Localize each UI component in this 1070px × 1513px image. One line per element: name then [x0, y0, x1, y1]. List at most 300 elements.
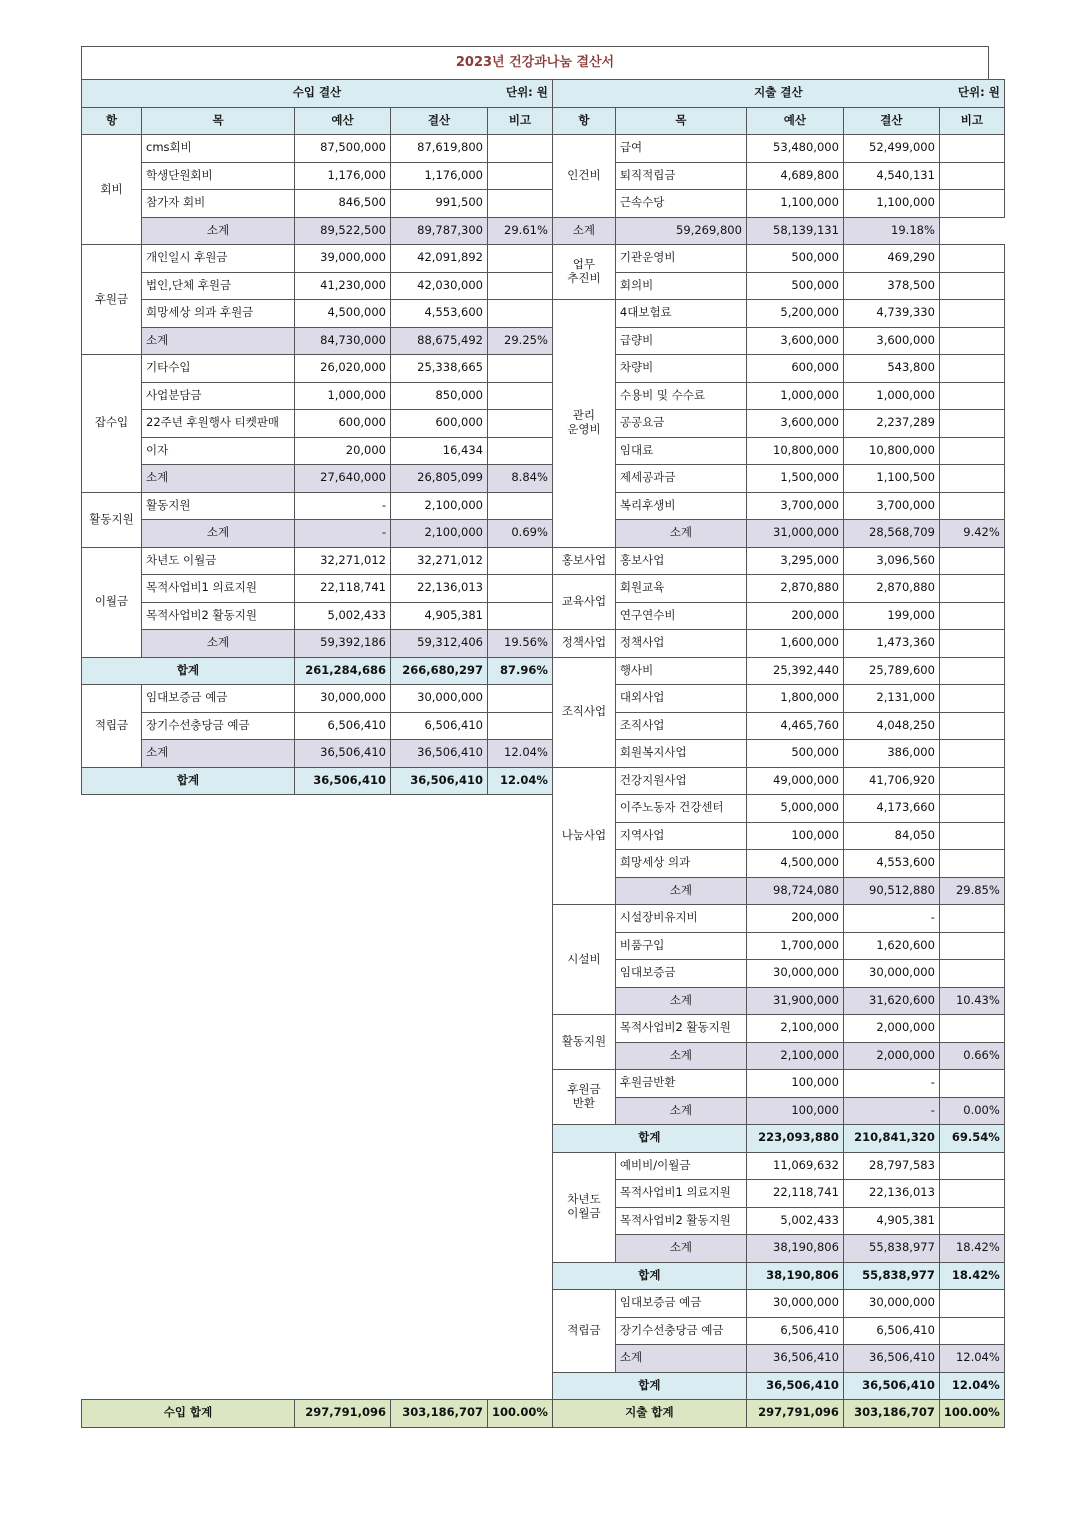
expense-subtotal-actual: 36,506,410 — [843, 1345, 939, 1373]
expense-subtotal-actual: - — [843, 1097, 939, 1125]
expense-section-header — [552, 80, 1004, 108]
expense-budget: 3,600,000 — [746, 327, 843, 355]
income-budget: 5,002,433 — [295, 602, 391, 630]
income-item-name: cms회비 — [142, 135, 295, 163]
expense-actual: 4,540,131 — [843, 162, 939, 190]
expense-item-name: 기관운영비 — [615, 245, 746, 273]
income-note — [488, 355, 553, 383]
expense-budget: 3,295,000 — [746, 547, 843, 575]
income-item-name: 목적사업비1 의료지원 — [142, 575, 295, 603]
expense-item-name: 회의비 — [615, 272, 746, 300]
income-subtotal-label: 소계 — [142, 217, 295, 245]
income-note — [488, 135, 553, 163]
expense-subtotal-note: 9.42% — [939, 520, 1004, 548]
expense-budget: 1,700,000 — [746, 932, 843, 960]
expense-grand-note: 100.00% — [939, 1400, 1004, 1428]
expense-item-name: 대외사업 — [615, 685, 746, 713]
expense-note — [939, 712, 1004, 740]
expense-budget: 4,689,800 — [746, 162, 843, 190]
expense-actual: - — [843, 1070, 939, 1098]
income-subtotal-label: 소계 — [142, 740, 295, 768]
expense-note — [939, 960, 1004, 988]
income-item-name: 기타수입 — [142, 355, 295, 383]
income-grand-note: 100.00% — [488, 1400, 553, 1428]
expense-item-name: 행사비 — [615, 657, 746, 685]
expense-budget: 30,000,000 — [746, 960, 843, 988]
expense-note — [939, 272, 1004, 300]
expense-note — [939, 795, 1004, 823]
expense-total-label: 합계 — [552, 1125, 746, 1153]
expense-actual: 52,499,000 — [843, 135, 939, 163]
income-note — [488, 602, 553, 630]
expense-note — [939, 575, 1004, 603]
expense-note — [939, 740, 1004, 768]
expense-item-name: 홍보사업 — [615, 547, 746, 575]
expense-actual: 3,600,000 — [843, 327, 939, 355]
expense-actual: - — [843, 905, 939, 933]
expense-budget: 1,500,000 — [746, 465, 843, 493]
expense-subtotal-label: 소계 — [615, 877, 746, 905]
expense-actual: 4,739,330 — [843, 300, 939, 328]
income-subtotal-note: 29.25% — [488, 327, 553, 355]
expense-item-name: 연구연수비 — [615, 602, 746, 630]
income-subtotal-actual: 88,675,492 — [391, 327, 488, 355]
income-item-name: 개인일시 후원금 — [142, 245, 295, 273]
expense-note — [939, 1180, 1004, 1208]
income-grand-label: 수입 합계 — [82, 1400, 295, 1428]
income-subtotal-note: 8.84% — [488, 465, 553, 493]
expense-actual: 28,797,583 — [843, 1152, 939, 1180]
expense-item-name: 희망세상 의과 — [615, 850, 746, 878]
expense-subtotal-budget: 2,100,000 — [746, 1042, 843, 1070]
expense-subtotal-note: 0.00% — [939, 1097, 1004, 1125]
expense-subtotal-budget: 98,724,080 — [746, 877, 843, 905]
expense-actual: 3,700,000 — [843, 492, 939, 520]
expense-subtotal-note: 18.42% — [939, 1235, 1004, 1263]
income-budget: 20,000 — [295, 437, 391, 465]
income-hang-label: 적립금 — [82, 685, 142, 768]
expense-item-name: 장기수선충당금 예금 — [615, 1317, 746, 1345]
expense-total-note: 12.04% — [939, 1372, 1004, 1400]
income-actual: 30,000,000 — [391, 685, 488, 713]
expense-actual: 2,870,880 — [843, 575, 939, 603]
expense-actual: 4,173,660 — [843, 795, 939, 823]
income-budget: 39,000,000 — [295, 245, 391, 273]
income-note — [488, 382, 553, 410]
income-note — [488, 685, 553, 713]
income-total-label: 합계 — [82, 767, 295, 795]
expense-actual: 84,050 — [843, 822, 939, 850]
expense-hang-label: 업무 추진비 — [552, 245, 615, 300]
expense-item-name: 급량비 — [615, 327, 746, 355]
expense-note — [939, 630, 1004, 658]
expense-budget: 500,000 — [746, 272, 843, 300]
income-subtotal-note: 19.56% — [488, 630, 553, 658]
expense-budget: 500,000 — [746, 245, 843, 273]
expense-item-name: 급여 — [615, 135, 746, 163]
expense-grand-budget: 297,791,096 — [746, 1400, 843, 1428]
income-budget: 1,176,000 — [295, 162, 391, 190]
expense-note — [939, 190, 1004, 218]
income-actual: 22,136,013 — [391, 575, 488, 603]
expense-grand-label: 지출 합계 — [552, 1400, 746, 1428]
expense-hang-label: 차년도 이월금 — [552, 1152, 615, 1262]
income-actual: 4,905,381 — [391, 602, 488, 630]
expense-item-name: 회원교육 — [615, 575, 746, 603]
section-title: 지출 결산 — [754, 85, 803, 100]
expense-item-name: 후원금반환 — [615, 1070, 746, 1098]
expense-budget: 6,506,410 — [746, 1317, 843, 1345]
settlement-table — [81, 79, 1005, 1428]
income-item-name: 차년도 이월금 — [142, 547, 295, 575]
income-note — [488, 410, 553, 438]
income-item-name: 희망세상 의과 후원금 — [142, 300, 295, 328]
income-actual: 87,619,800 — [391, 135, 488, 163]
income-subtotal-actual: 26,805,099 — [391, 465, 488, 493]
income-budget: 41,230,000 — [295, 272, 391, 300]
expense-hang-label: 후원금 반환 — [552, 1070, 615, 1125]
expense-actual: 4,048,250 — [843, 712, 939, 740]
expense-total-note: 69.54% — [939, 1125, 1004, 1153]
income-actual: 991,500 — [391, 190, 488, 218]
expense-hang-label: 활동지원 — [552, 1015, 615, 1070]
document-title: 2023년 건강과나눔 결산서 — [81, 46, 989, 79]
expense-total-note: 18.42% — [939, 1262, 1004, 1290]
expense-item-name: 임대료 — [615, 437, 746, 465]
expense-item-name: 목적사업비2 활동지원 — [615, 1015, 746, 1043]
income-budget: - — [295, 492, 391, 520]
income-subtotal-note: 29.61% — [488, 217, 553, 245]
unit-label: 단위: 원 — [957, 85, 1000, 100]
expense-grand-actual: 303,186,707 — [843, 1400, 939, 1428]
expense-item-name: 복리후생비 — [615, 492, 746, 520]
income-grand-budget: 297,791,096 — [295, 1400, 391, 1428]
expense-item-name: 수용비 및 수수료 — [615, 382, 746, 410]
expense-note — [939, 905, 1004, 933]
expense-budget: 49,000,000 — [746, 767, 843, 795]
expense-note — [939, 382, 1004, 410]
expense-item-name: 목적사업비2 활동지원 — [615, 1207, 746, 1235]
expense-budget: 3,700,000 — [746, 492, 843, 520]
column-header-note: 비고 — [488, 107, 553, 135]
income-subtotal-budget: 89,522,500 — [295, 217, 391, 245]
expense-actual: 3,096,560 — [843, 547, 939, 575]
expense-actual: 2,237,289 — [843, 410, 939, 438]
income-note — [488, 437, 553, 465]
expense-subtotal-actual: 31,620,600 — [843, 987, 939, 1015]
expense-subtotal-label: 소계 — [552, 217, 615, 245]
column-header-mok: 목 — [142, 107, 295, 135]
expense-note — [939, 932, 1004, 960]
expense-actual: 10,800,000 — [843, 437, 939, 465]
expense-subtotal-budget: 38,190,806 — [746, 1235, 843, 1263]
income-budget: 6,506,410 — [295, 712, 391, 740]
income-subtotal-budget: 36,506,410 — [295, 740, 391, 768]
income-actual: 6,506,410 — [391, 712, 488, 740]
expense-budget: 11,069,632 — [746, 1152, 843, 1180]
expense-subtotal-actual: 55,838,977 — [843, 1235, 939, 1263]
expense-hang-label: 관리 운영비 — [552, 300, 615, 548]
expense-hang-label: 적립금 — [552, 1290, 615, 1373]
income-budget: 87,500,000 — [295, 135, 391, 163]
expense-subtotal-budget: 100,000 — [746, 1097, 843, 1125]
income-subtotal-budget: 59,392,186 — [295, 630, 391, 658]
income-actual: 850,000 — [391, 382, 488, 410]
expense-budget: 600,000 — [746, 355, 843, 383]
expense-actual: 1,100,000 — [843, 190, 939, 218]
income-note — [488, 492, 553, 520]
expense-item-name: 4대보험료 — [615, 300, 746, 328]
income-item-name: 임대보증금 예금 — [142, 685, 295, 713]
expense-hang-label: 홍보사업 — [552, 547, 615, 575]
expense-actual: 1,100,500 — [843, 465, 939, 493]
income-note — [488, 190, 553, 218]
expense-note — [939, 822, 1004, 850]
expense-note — [939, 1207, 1004, 1235]
income-item-name: 사업분담금 — [142, 382, 295, 410]
expense-hang-label: 정책사업 — [552, 630, 615, 658]
income-note — [488, 575, 553, 603]
income-actual: 32,271,012 — [391, 547, 488, 575]
expense-hang-label: 나눔사업 — [552, 767, 615, 905]
expense-subtotal-budget: 31,900,000 — [746, 987, 843, 1015]
expense-note — [939, 162, 1004, 190]
expense-subtotal-note: 10.43% — [939, 987, 1004, 1015]
expense-budget: 2,100,000 — [746, 1015, 843, 1043]
expense-note — [939, 657, 1004, 685]
expense-subtotal-label: 소계 — [615, 1097, 746, 1125]
income-subtotal-budget: - — [295, 520, 391, 548]
expense-subtotal-budget: 59,269,800 — [615, 217, 746, 245]
expense-item-name: 예비비/이월금 — [615, 1152, 746, 1180]
expense-total-budget: 36,506,410 — [746, 1372, 843, 1400]
income-note — [488, 300, 553, 328]
income-subtotal-actual: 36,506,410 — [391, 740, 488, 768]
income-item-name: 이자 — [142, 437, 295, 465]
expense-budget: 1,600,000 — [746, 630, 843, 658]
expense-actual: 2,000,000 — [843, 1015, 939, 1043]
income-total-note: 12.04% — [488, 767, 553, 795]
expense-item-name: 퇴직적립금 — [615, 162, 746, 190]
expense-budget: 100,000 — [746, 1070, 843, 1098]
expense-hang-label: 조직사업 — [552, 657, 615, 767]
income-budget: 32,271,012 — [295, 547, 391, 575]
expense-budget: 30,000,000 — [746, 1290, 843, 1318]
expense-note — [939, 327, 1004, 355]
income-subtotal-actual: 2,100,000 — [391, 520, 488, 548]
expense-item-name: 건강지원사업 — [615, 767, 746, 795]
expense-subtotal-budget: 31,000,000 — [746, 520, 843, 548]
income-actual: 42,091,892 — [391, 245, 488, 273]
expense-total-budget: 223,093,880 — [746, 1125, 843, 1153]
expense-actual: 41,706,920 — [843, 767, 939, 795]
column-header-actual: 결산 — [391, 107, 488, 135]
income-note — [488, 272, 553, 300]
income-budget: 1,000,000 — [295, 382, 391, 410]
expense-note — [939, 135, 1004, 163]
expense-note — [939, 685, 1004, 713]
income-section-header — [82, 80, 553, 108]
expense-subtotal-label: 소계 — [615, 1345, 746, 1373]
expense-actual: 1,473,360 — [843, 630, 939, 658]
income-total-label: 합계 — [82, 657, 295, 685]
income-note — [488, 245, 553, 273]
expense-item-name: 비품구입 — [615, 932, 746, 960]
expense-budget: 5,000,000 — [746, 795, 843, 823]
expense-budget: 1,000,000 — [746, 382, 843, 410]
expense-budget: 200,000 — [746, 602, 843, 630]
expense-actual: 386,000 — [843, 740, 939, 768]
expense-item-name: 지역사업 — [615, 822, 746, 850]
unit-label: 단위: 원 — [505, 85, 548, 100]
expense-note — [939, 492, 1004, 520]
expense-note — [939, 1070, 1004, 1098]
column-header-mok: 목 — [615, 107, 746, 135]
expense-item-name: 임대보증금 — [615, 960, 746, 988]
expense-item-name: 임대보증금 예금 — [615, 1290, 746, 1318]
expense-subtotal-actual: 58,139,131 — [746, 217, 843, 245]
expense-note — [939, 547, 1004, 575]
expense-subtotal-note: 19.18% — [843, 217, 939, 245]
expense-subtotal-note: 0.66% — [939, 1042, 1004, 1070]
income-subtotal-actual: 59,312,406 — [391, 630, 488, 658]
expense-budget: 2,870,880 — [746, 575, 843, 603]
expense-item-name: 시설장비유지비 — [615, 905, 746, 933]
expense-subtotal-label: 소계 — [615, 1235, 746, 1263]
income-hang-label: 활동지원 — [82, 492, 142, 547]
income-item-name: 목적사업비2 활동지원 — [142, 602, 295, 630]
expense-note — [939, 410, 1004, 438]
column-header-hang: 항 — [552, 107, 615, 135]
income-total-budget: 261,284,686 — [295, 657, 391, 685]
expense-subtotal-actual: 28,568,709 — [843, 520, 939, 548]
income-subtotal-note: 12.04% — [488, 740, 553, 768]
income-total-actual: 36,506,410 — [391, 767, 488, 795]
income-item-name: 22주년 후원행사 티켓판매 — [142, 410, 295, 438]
income-item-name: 학생단원회비 — [142, 162, 295, 190]
income-budget: 846,500 — [295, 190, 391, 218]
expense-note — [939, 767, 1004, 795]
income-subtotal-budget: 27,640,000 — [295, 465, 391, 493]
expense-actual: 30,000,000 — [843, 960, 939, 988]
expense-actual: 378,500 — [843, 272, 939, 300]
expense-budget: 1,800,000 — [746, 685, 843, 713]
expense-subtotal-budget: 36,506,410 — [746, 1345, 843, 1373]
income-actual: 2,100,000 — [391, 492, 488, 520]
expense-note — [939, 355, 1004, 383]
expense-note — [939, 300, 1004, 328]
section-title: 수입 결산 — [292, 85, 342, 100]
expense-actual: 22,136,013 — [843, 1180, 939, 1208]
expense-note — [939, 1015, 1004, 1043]
expense-budget: 10,800,000 — [746, 437, 843, 465]
expense-actual: 199,000 — [843, 602, 939, 630]
income-total-note: 87.96% — [488, 657, 553, 685]
income-actual: 600,000 — [391, 410, 488, 438]
expense-actual: 2,131,000 — [843, 685, 939, 713]
income-subtotal-budget: 84,730,000 — [295, 327, 391, 355]
expense-hang-label: 시설비 — [552, 905, 615, 1015]
column-header-budget: 예산 — [746, 107, 843, 135]
income-subtotal-label: 소계 — [142, 630, 295, 658]
income-actual: 42,030,000 — [391, 272, 488, 300]
expense-subtotal-label: 소계 — [615, 520, 746, 548]
income-hang-label: 회비 — [82, 135, 142, 245]
expense-total-budget: 38,190,806 — [746, 1262, 843, 1290]
expense-item-name: 회원복지사업 — [615, 740, 746, 768]
income-item-name: 참가자 회비 — [142, 190, 295, 218]
expense-subtotal-note: 12.04% — [939, 1345, 1004, 1373]
expense-note — [939, 1317, 1004, 1345]
income-actual: 1,176,000 — [391, 162, 488, 190]
income-hang-label: 잡수입 — [82, 355, 142, 493]
expense-actual: 469,290 — [843, 245, 939, 273]
income-note — [488, 547, 553, 575]
income-total-actual: 266,680,297 — [391, 657, 488, 685]
income-item-name: 장기수선충당금 예금 — [142, 712, 295, 740]
expense-note — [939, 602, 1004, 630]
expense-budget: 5,002,433 — [746, 1207, 843, 1235]
expense-budget: 22,118,741 — [746, 1180, 843, 1208]
expense-note — [939, 437, 1004, 465]
expense-item-name: 공공요금 — [615, 410, 746, 438]
income-subtotal-label: 소계 — [142, 327, 295, 355]
income-subtotal-label: 소계 — [142, 520, 295, 548]
expense-item-name: 차량비 — [615, 355, 746, 383]
expense-item-name: 근속수당 — [615, 190, 746, 218]
expense-hang-label: 인건비 — [552, 135, 615, 218]
expense-budget: 200,000 — [746, 905, 843, 933]
income-item-name: 법인,단체 후원금 — [142, 272, 295, 300]
expense-subtotal-label: 소계 — [615, 1042, 746, 1070]
expense-subtotal-actual: 90,512,880 — [843, 877, 939, 905]
income-actual: 4,553,600 — [391, 300, 488, 328]
expense-total-label: 합계 — [552, 1372, 746, 1400]
income-hang-label: 이월금 — [82, 547, 142, 657]
expense-actual: 4,553,600 — [843, 850, 939, 878]
expense-actual: 1,000,000 — [843, 382, 939, 410]
expense-actual: 30,000,000 — [843, 1290, 939, 1318]
expense-subtotal-label: 소계 — [615, 987, 746, 1015]
empty-area — [82, 795, 553, 1400]
income-subtotal-note: 0.69% — [488, 520, 553, 548]
expense-subtotal-note: 29.85% — [939, 877, 1004, 905]
expense-budget: 5,200,000 — [746, 300, 843, 328]
expense-note — [939, 850, 1004, 878]
expense-actual: 25,789,600 — [843, 657, 939, 685]
income-budget: 26,020,000 — [295, 355, 391, 383]
income-note — [488, 712, 553, 740]
column-header-actual: 결산 — [843, 107, 939, 135]
income-total-budget: 36,506,410 — [295, 767, 391, 795]
income-actual: 16,434 — [391, 437, 488, 465]
expense-budget: 4,465,760 — [746, 712, 843, 740]
expense-item-name: 목적사업비1 의료지원 — [615, 1180, 746, 1208]
income-subtotal-label: 소계 — [142, 465, 295, 493]
income-budget: 600,000 — [295, 410, 391, 438]
column-header-budget: 예산 — [295, 107, 391, 135]
income-hang-label: 후원금 — [82, 245, 142, 355]
expense-budget: 3,600,000 — [746, 410, 843, 438]
expense-note — [939, 245, 1004, 273]
expense-budget: 1,100,000 — [746, 190, 843, 218]
income-subtotal-actual: 89,787,300 — [391, 217, 488, 245]
income-budget: 22,118,741 — [295, 575, 391, 603]
expense-budget: 4,500,000 — [746, 850, 843, 878]
expense-item-name: 제세공과금 — [615, 465, 746, 493]
column-header-hang: 항 — [82, 107, 142, 135]
expense-total-actual: 36,506,410 — [843, 1372, 939, 1400]
